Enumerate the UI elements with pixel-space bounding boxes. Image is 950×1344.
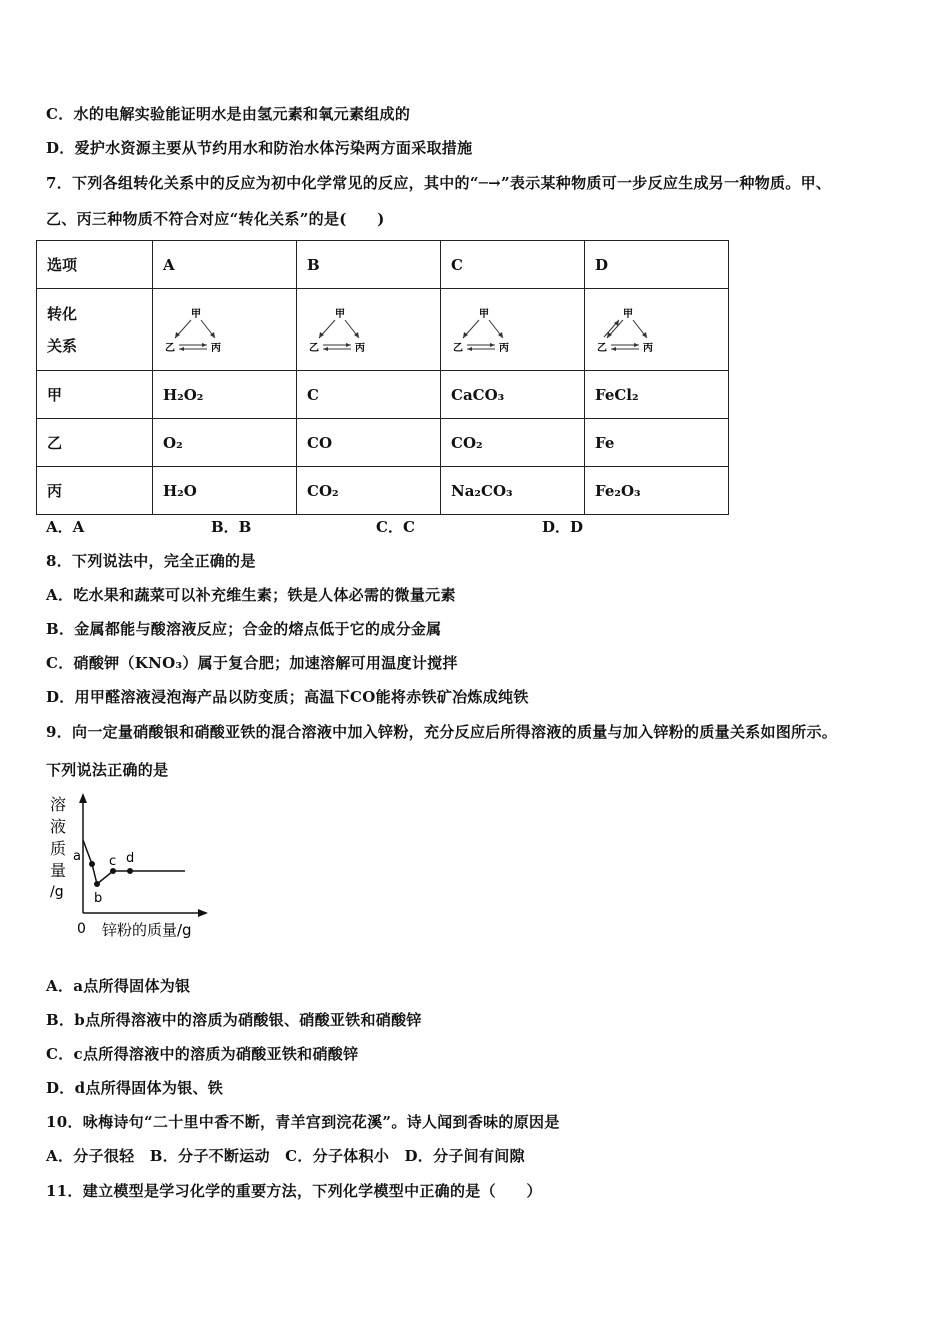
relation-label	[37, 289, 153, 371]
diagram-label-left: 乙	[597, 342, 607, 354]
q9-stem-line2: 下列说法正确的是	[46, 761, 169, 779]
table-header-cell: B	[297, 241, 441, 289]
q6-option-c: C．水的电解实验能证明水是由氢元素和氧元素组成的	[46, 105, 411, 123]
table-header-cell: D	[585, 241, 729, 289]
q10-stem: 10．咏梅诗句“二十里中香不断，青羊宫到浣花溪”。诗人闻到香味的原因是	[46, 1113, 560, 1131]
table-row	[37, 419, 729, 467]
q8-stem: 8．下列说法中，完全正确的是	[46, 552, 256, 570]
graph-label-b: b	[94, 891, 103, 906]
graph-point-d	[127, 868, 133, 874]
diagram-label-right: 丙	[211, 342, 221, 354]
relation-diagram-b-svg	[307, 305, 373, 355]
relation-diagram-c	[441, 289, 585, 371]
table-cell: H₂O₂	[153, 371, 297, 419]
relation-diagram-a-svg	[163, 305, 229, 355]
diagram-label-top: 甲	[479, 308, 489, 320]
table-header-cell: C	[441, 241, 585, 289]
q7-options-table	[36, 240, 729, 515]
graph-x-label: 锌粉的质量/g	[102, 921, 192, 939]
graph-origin: 0	[77, 921, 86, 937]
table-cell: CO₂	[441, 419, 585, 467]
diagram-label-right: 丙	[643, 342, 653, 354]
row-label: 丙	[37, 467, 153, 515]
q9-option-a: A．a点所得固体为银	[46, 977, 191, 995]
q7-choice-b: B．B	[211, 518, 252, 536]
q9-option-b: B．b点所得溶液中的溶质为硝酸银、硝酸亚铁和硝酸锌	[46, 1011, 422, 1029]
q9-option-c: C．c点所得溶液中的溶质为硝酸亚铁和硝酸锌	[46, 1045, 359, 1063]
table-row	[37, 467, 729, 515]
table-cell: O₂	[153, 419, 297, 467]
q11-stem: 11．建立模型是学习化学的重要方法，下列化学模型中正确的是（ ）	[46, 1182, 542, 1200]
diagram-label-top: 甲	[623, 308, 633, 320]
q9-option-d: D．d点所得固体为银、铁	[46, 1079, 224, 1097]
q10-options: A．分子很轻 B．分子不断运动 C．分子体积小 D．分子间有间隙	[46, 1147, 525, 1165]
diagram-label-left: 乙	[165, 342, 175, 354]
table-cell: FeCl₂	[585, 371, 729, 419]
table-cell: Na₂CO₃	[441, 467, 585, 515]
row-label: 乙	[37, 419, 153, 467]
q9-stem-line1: 9．向一定量硝酸银和硝酸亚铁的混合溶液中加入锌粉，充分反应后所得溶液的质量与加入锌粉的质量关系如图所示。	[46, 723, 838, 741]
q8-option-b: B．金属都能与酸溶液反应；合金的熔点低于它的成分金属	[46, 620, 442, 638]
graph-point-b	[94, 881, 100, 887]
relation-diagram-b	[297, 289, 441, 371]
graph-point-a	[89, 861, 95, 867]
relation-diagram-d	[585, 289, 729, 371]
q6-option-d: D．爱护水资源主要从节约用水和防治水体污染两方面采取措施	[46, 139, 473, 157]
graph-y-label-3: 质	[50, 839, 67, 858]
table-cell: H₂O	[153, 467, 297, 515]
graph-x-arrow	[198, 909, 208, 917]
q7-choice-d: D．D	[542, 518, 584, 536]
relation-label-line1: 转化	[47, 304, 78, 323]
relation-diagram-c-svg	[451, 305, 517, 355]
q7-choice-c: C．C	[376, 518, 415, 536]
table-cell: CaCO₃	[441, 371, 585, 419]
table-cell: C	[297, 371, 441, 419]
table-cell: CO₂	[297, 467, 441, 515]
q7-stem-line1: 7．下列各组转化关系中的反应为初中化学常见的反应，其中的“─→”表示某种物质可一步反应生成另一种物质。甲、	[46, 174, 832, 192]
graph-y-label-1: 溶	[50, 795, 67, 814]
q7-stem-line2: 乙、丙三种物质不符合对应“转化关系”的是( )	[46, 210, 385, 228]
graph-label-d: d	[126, 851, 135, 866]
diagram-label-left: 乙	[453, 342, 463, 354]
q8-option-c: C．硝酸钾（KNO₃）属于复合肥；加速溶解可用温度计搅拌	[46, 654, 458, 672]
table-row	[37, 371, 729, 419]
table-cell: Fe₂O₃	[585, 467, 729, 515]
table-header-cell: A	[153, 241, 297, 289]
q8-option-a: A．吃水果和蔬菜可以补充维生素；铁是人体必需的微量元素	[46, 586, 456, 604]
diagram-label-top: 甲	[335, 308, 345, 320]
q9-graph	[40, 788, 220, 944]
graph-y-label-5: /g	[50, 884, 64, 900]
diagram-label-right: 丙	[499, 342, 509, 354]
table-header-cell: 选项	[37, 241, 153, 289]
row-label: 甲	[37, 371, 153, 419]
q8-option-d: D．用甲醛溶液浸泡海产品以防变质；高温下CO能将赤铁矿冶炼成纯铁	[46, 688, 529, 706]
graph-label-a: a	[73, 849, 81, 864]
table-cell: Fe	[585, 419, 729, 467]
graph-y-arrow	[79, 793, 87, 803]
graph-label-c: c	[109, 854, 117, 869]
relation-diagram-a	[153, 289, 297, 371]
relation-label-line2: 关系	[47, 336, 78, 355]
table-cell: CO	[297, 419, 441, 467]
graph-y-label-2: 液	[50, 817, 67, 836]
q7-choice-a: A．A	[46, 518, 85, 536]
relation-diagram-d-svg	[595, 305, 661, 355]
diagram-label-left: 乙	[309, 342, 319, 354]
graph-y-label-4: 量	[50, 861, 67, 880]
diagram-label-top: 甲	[191, 308, 201, 320]
diagram-label-right: 丙	[355, 342, 365, 354]
